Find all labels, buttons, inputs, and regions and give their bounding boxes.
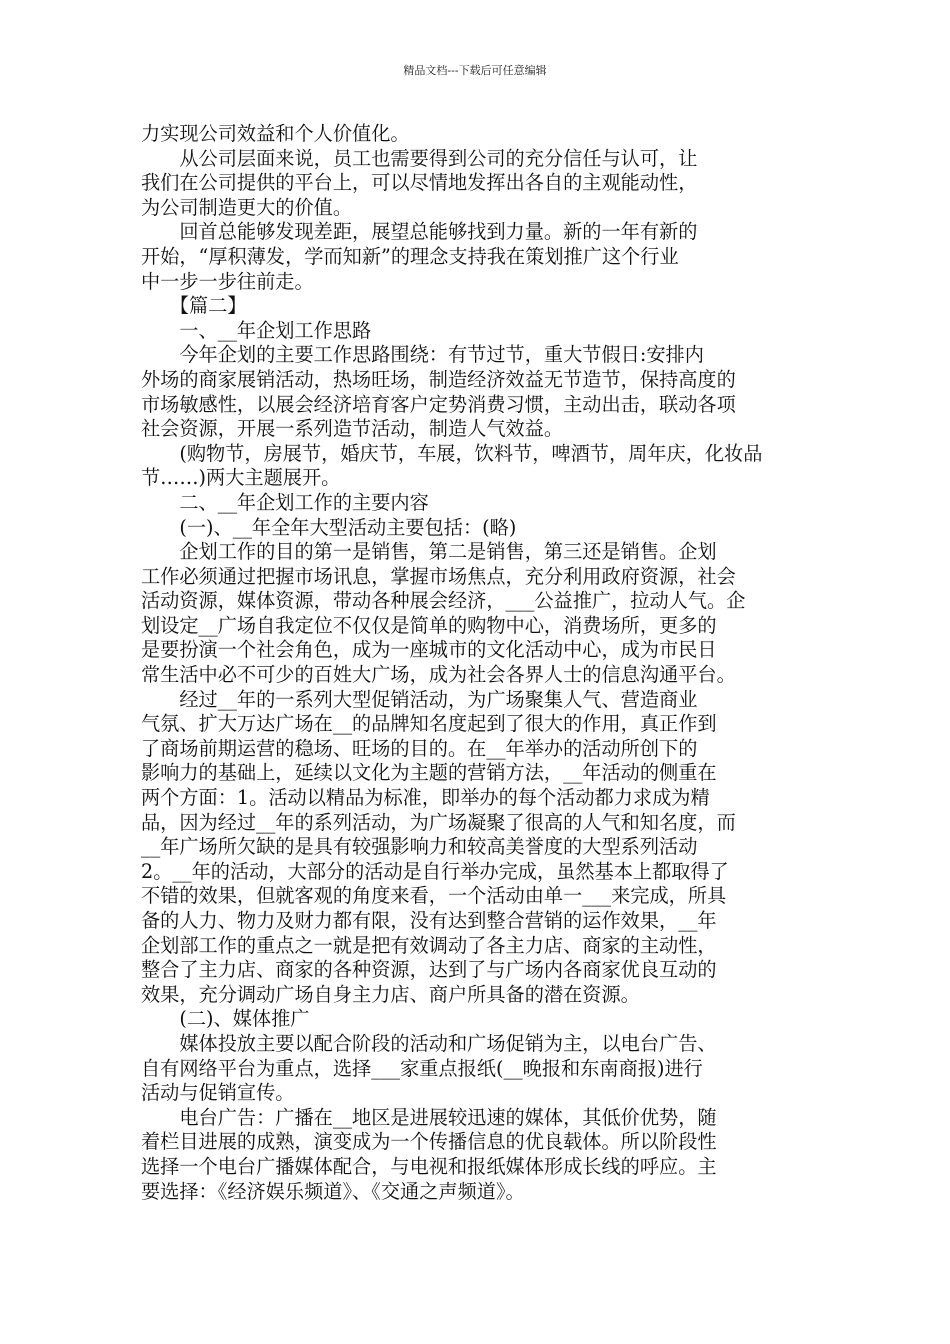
- text-line: 力实现公司效益和个人价值化。: [141, 122, 410, 145]
- text-line: 我们在公司提供的平台上，可以尽情地发挥出各自的主观能动性，: [141, 171, 698, 195]
- text-line: 回首总能够发现差距，展望总能够找到力量。新的一年有新的: [141, 220, 698, 244]
- text-line: 中一步一步往前走。: [141, 269, 314, 293]
- document-body: [141, 122, 805, 1204]
- subsection-heading: 二、__年企划工作的主要内容: [141, 490, 429, 514]
- page-header: 精品文档---下载后可任意编辑: [403, 64, 547, 77]
- section-heading: 【篇二】: [141, 294, 247, 318]
- text-line: 备的人力、物力及财力都有限，没有达到整合营销的运作效果，__年: [141, 909, 717, 932]
- subsection-heading: (一)、__年全年大型活动主要包括：(略): [141, 515, 517, 539]
- text-line: 电台广告：广播在__地区是进展较迅速的媒体，其低价优势，随: [141, 1105, 717, 1129]
- text-line: 开始，“厚积薄发，学而知新”的理念支持我在策划推广这个行业: [141, 244, 679, 268]
- text-line: 经过__年的一系列大型促销活动，为广场聚集人气、营造商业: [141, 687, 698, 711]
- text-line: 从公司层面来说，员工也需要得到公司的充分信任与认可，让: [141, 146, 698, 170]
- text-line: 要选择：《经济娱乐频道》、《交通之声频道》。: [141, 1179, 525, 1203]
- text-line: 企划工作的目的第一是销售，第二是销售，第三还是销售。企划: [141, 540, 717, 564]
- text-line: 为公司制造更大的价值。: [141, 195, 353, 219]
- text-line: 选择一个电台广播媒体配合，与电视和报纸媒体形成长线的呼应。主: [141, 1154, 717, 1178]
- text-line: 社会资源，开展一系列造节活动，制造人气效益。: [141, 417, 564, 441]
- text-line: 整合了主力店、商家的各种资源，达到了与广场内各商家优良互动的: [141, 958, 717, 982]
- text-line: 自有网络平台为重点，选择___家重点报纸(__晚报和东南商报)进行: [141, 1056, 703, 1080]
- text-line: 企划部工作的重点之一就是把有效调动了各主力店、商家的主动性，: [141, 933, 717, 957]
- text-line: 活动资源，媒体资源，带动各种展会经济，___公益推广，拉动人气。企: [141, 589, 746, 613]
- text-line: (购物节，房展节，婚庆节，车展，饮料节，啤酒节，周年庆，化妆品: [141, 441, 763, 465]
- text-line: 2。__年的活动，大部分的活动是自行举办完成，虽然基本上都取得了: [141, 859, 729, 883]
- text-line: 两个方面：1。活动以精品为标准，即举办的每个活动都力求成为精: [141, 786, 710, 810]
- text-line: 节……)两大主题展开。: [141, 466, 341, 490]
- subsection-heading: (二)、媒体推广: [141, 1007, 310, 1031]
- text-line: 市场敏感性，以展会经济培育客户定势消费习惯，主动出击，联动各项: [141, 392, 736, 416]
- text-line: 划设定__广场自我定位不仅仅是简单的购物中心，消费场所，更多的: [141, 613, 717, 637]
- text-line: 今年企划的主要工作思路围绕：有节过节，重大节假日:安排内: [141, 343, 704, 367]
- text-line: 活动与促销宣传。: [141, 1081, 295, 1105]
- subsection-heading: 一、__年企划工作思路: [141, 318, 372, 342]
- text-line: 不错的效果，但就客观的角度来看，一个活动由单一___来完成，所具: [141, 884, 727, 908]
- text-line: 影响力的基础上，延续以文化为主题的营销方法，__年活动的侧重在: [141, 761, 717, 785]
- text-line: 着栏目进展的成熟，演变成为一个传播信息的优良载体。所以阶段性: [141, 1130, 717, 1154]
- text-line: __年广场所欠缺的是具有较强影响力和较高美誉度的大型系列活动: [141, 835, 698, 859]
- text-line: 是要扮演一个社会角色，成为一座城市的文化活动中心，成为市民日: [141, 638, 717, 662]
- text-line: 品，因为经过__年的系列活动，为广场凝聚了很高的人气和知名度，而: [141, 810, 736, 834]
- text-line: 媒体投放主要以配合阶段的活动和广场促销为主，以电台广告、: [141, 1031, 717, 1055]
- text-line: 外场的商家展销活动，热场旺场，制造经济效益无节造节，保持高度的: [141, 367, 736, 391]
- text-line: 效果，充分调动广场自身主力店、商户所具备的潜在资源。: [141, 982, 640, 1006]
- text-line: 工作必须通过把握市场讯息，掌握市场焦点，充分利用政府资源，社会: [141, 564, 736, 588]
- text-line: 气氛、扩大万达广场在__的品牌知名度起到了很大的作用，真正作到: [141, 712, 717, 736]
- text-line: 常生活中必不可少的百姓大广场，成为社会各界人士的信息沟通平台。: [141, 663, 736, 687]
- text-line: 了商场前期运营的稳场、旺场的目的。在__年举办的活动所创下的: [141, 736, 698, 760]
